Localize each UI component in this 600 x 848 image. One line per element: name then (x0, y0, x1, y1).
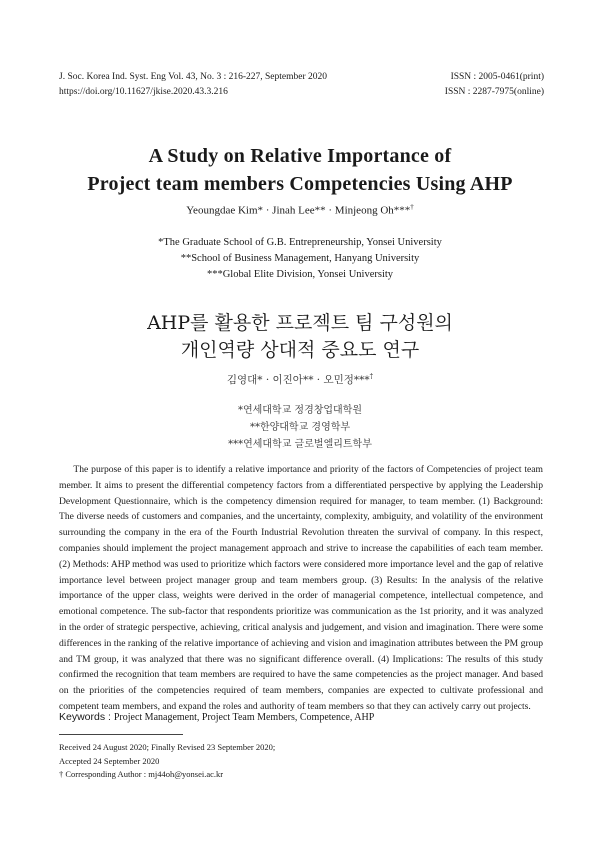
paper-title-line-1: A Study on Relative Importance of (148, 145, 452, 167)
korean-corresponding-mark: † (369, 372, 374, 381)
abstract: The purpose of this paper is to identify a relative importance and priority of the factors of Competencies of project team member. It aims to present the differential competency factors from a differentiated perspective by applying the Leadership Development Questionnaire, which is the competency dimension required for manager, to team member. (1) Background: The diverse needs of customers and companies, and the uncertainty, complexity, ambiguity, and volatility of the environment surrounding the company in the era of the Fourth Industrial Revolution threaten the survival of company. In this respect, companies should implement the project management approach and strive to increase the capabilities of each team member. (2) Methods: AHP method was used to prioritize which factors were considered more importance level and the gap of relative importance level between project manager group and team members group. (3) Results: In the analysis of the relative importance of the upper class, weights were derived in the order of managerial competence, intellectual competence, and emotional competence. The sub-factor that respondents prioritize was communication as the 1st priority, and it was analyzed in the order of strategic perspective, achieving, critical analysis and judgement, and vision and imagination. There were some differences in the ranking of the relative importance of achieving and vision and imagination attributes between the PM group and TM group, it was analyzed that there was no significant difference overall. (4) Implications: The results of this study confirmed the recognition that team members are required to have the same competencies as the project manager. And based on the priorities of the competencies required of team members, companies are expected to cultivate professional and competent team members, and expand the roles and authority of team members so that they can actively carry out projects. (59, 464, 543, 712)
author-list (0, 203, 600, 217)
footnotes (59, 741, 275, 782)
keywords-text: Project Management, Project Team Members, Competence, AHP (113, 712, 375, 723)
korean-title-line-1: AHP를 활용한 프로젝트 팀 구성원의 (147, 312, 453, 334)
journal-citation: J. Soc. Korea Ind. Syst. Eng Vol. 43, No. 3 : 216-227, September 2020 (59, 72, 328, 82)
corresponding-mark: † (410, 203, 414, 211)
author-names: Yeoungdae Kim* · Jinah Lee** · Minjeong Oh*** (186, 204, 411, 217)
keywords-label: Keywords : (59, 711, 114, 723)
korean-affiliation-3: ***연세대학교 글로벌엘리트학부 (228, 439, 372, 450)
footnote-divider (59, 734, 183, 735)
korean-affiliation-2: **한양대학교 경영학부 (249, 422, 351, 433)
received-date: Received 24 August 2020; Finally Revised 23 September 2020; (59, 742, 276, 752)
doi-link[interactable]: https://doi.org/10.11627/jkise.2020.43.3.216 (59, 87, 228, 97)
affiliation-3: ***Global Elite Division, Yonsei University (206, 269, 394, 280)
korean-affiliations (0, 402, 600, 453)
paper-title (0, 142, 600, 198)
affiliation-2: **School of Business Management, Hanyang University (180, 253, 420, 264)
affiliation-1: *The Graduate School of G.B. Entrepreneurship, Yonsei University (158, 237, 442, 248)
keywords (59, 711, 374, 723)
korean-author-list (0, 372, 600, 387)
corresponding-author: † Corresponding Author : mj44oh@yonsei.ac.kr (59, 769, 224, 779)
paper-title-line-2: Project team members Competencies Using AHP (87, 173, 513, 195)
issn-online: ISSN : 2287-7975(online) (444, 87, 544, 97)
journal-header (59, 70, 544, 100)
korean-title (0, 310, 600, 364)
issn-print: ISSN : 2005-0461(print) (450, 72, 544, 82)
korean-author-names: 김영대* · 이진아** · 오민정*** (226, 374, 370, 386)
accepted-date: Accepted 24 September 2020 (59, 755, 160, 766)
korean-affiliation-1: *연세대학교 정경창업대학원 (237, 405, 363, 416)
korean-title-line-2: 개인역량 상대적 중요도 연구 (180, 339, 420, 361)
affiliations (0, 235, 600, 283)
